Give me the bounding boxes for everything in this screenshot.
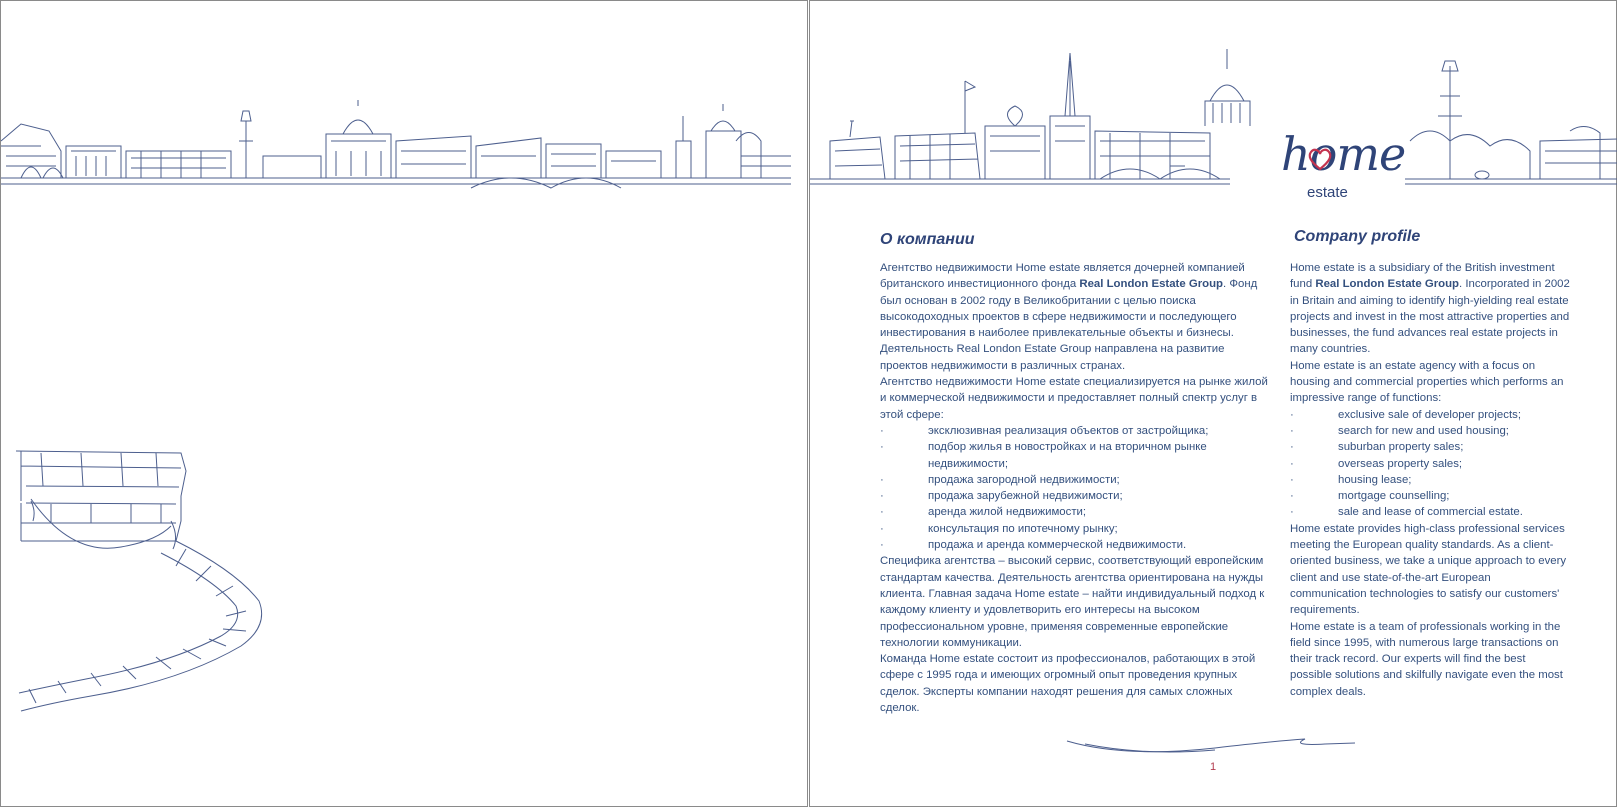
paragraph: Команда Home estate состоит из профессионалов, работающих в этой сфере с 1995 года и имеющих огромный опыт проведения крупных сделок. Эксперты компании находят решения для самых сложных сделок.: [880, 653, 1256, 715]
list-item: · продажа загородной недвижимости;: [880, 472, 1275, 488]
list-item: · exclusive sale of developer projects;: [1290, 407, 1570, 423]
heart-icon: [1307, 147, 1333, 171]
list-item: · продажа зарубежной недвижимости;: [880, 488, 1275, 504]
list-item: · search for new and used housing;: [1290, 423, 1570, 439]
list-item: · подбор жилья в новостройках и на вторичном рынке недвижимости;: [880, 439, 1275, 472]
heading-en: Company profile: [1294, 228, 1421, 245]
list-item: · suburban property sales;: [1290, 439, 1570, 455]
list-item: · housing lease;: [1290, 472, 1570, 488]
decorative-swash: [1065, 736, 1365, 761]
column-english: [1290, 260, 1570, 700]
left-page: [0, 0, 808, 807]
paragraph: Home estate is an estate agency with a focus on housing and commercial properties which performs an impressive range of functions:: [1290, 359, 1564, 405]
heading-ru: О компании: [880, 231, 975, 248]
home-estate-logo: [1255, 127, 1406, 207]
paragraph: Home estate provides high-class professional services meeting the European quality standards. As a client-oriented business, we take a unique approach to every client and use state-of-the-art European communication technologies to satisfy our customers' requirements.: [1290, 522, 1567, 617]
list-item: · overseas property sales;: [1290, 456, 1570, 472]
list-item: · консультация по ипотечному рынку;: [880, 521, 1275, 537]
paragraph: Специфика агентства – высокий сервис, соответствующий европейским стандартам качества. Деятельность агентства ориентирована на нужды клиента. Главная задача Home estate – найти индивидуальный подход к каждому клиенту и удовлетворить его интересы на высоком профессиональном уровне, применяя современные европейские технологии коммуникации.: [880, 555, 1265, 649]
logo-subtitle: estate: [1307, 184, 1348, 201]
page-number: 1: [1210, 761, 1217, 773]
logo-wordmark: home: [1281, 127, 1406, 181]
services-list: [1290, 407, 1570, 521]
city-skyline-illustration: [1, 96, 791, 201]
list-item: · продажа и аренда коммерческой недвижимости.: [880, 537, 1275, 553]
paragraph: Home estate is a subsidiary of the British investment fund Real London Estate Group. Incorporated in 2002 in Britain and aiming to identify high-yielding real estate projects and invest in the most attractive properties and businesses, the fund advances real estate projects in many countries.: [1290, 262, 1570, 356]
list-item: · sale and lease of commercial estate.: [1290, 504, 1570, 520]
list-item: · эксклюзивная реализация объектов от застройщика;: [880, 423, 1275, 439]
list-item: · аренда жилой недвижимости;: [880, 504, 1275, 520]
services-list: [880, 423, 1275, 553]
paragraph: Home estate is a team of professionals working in the field since 1995, with numerous large transactions on their track record. Our experts will find the best possible solutions and skilfully navigate even the most complex deals.: [1290, 620, 1563, 698]
column-russian: [880, 260, 1275, 716]
list-item: · mortgage counselling;: [1290, 488, 1570, 504]
right-page: [809, 0, 1617, 807]
embankment-illustration: [11, 441, 271, 716]
city-skyline-illustration: [810, 41, 1617, 196]
paragraph: Агентство недвижимости Home estate специализируется на рынке жилой и коммерческой недвижимости и предоставляет полный спектр услуг в этой сфере:: [880, 376, 1268, 421]
paragraph: Агентство недвижимости Home estate является дочерней компанией британского инвестиционного фонда Real London Estate Group. Фонд был основан в 2002 году в Великобритании с целью поиска высокодоходных проектов в сфере недвижимости и последующего инвестирования в наиболее привлекательные объекты и бизнесы. Деятельность Real London Estate Group направлена на развитие проектов недвижимости в различных странах.: [880, 262, 1258, 372]
